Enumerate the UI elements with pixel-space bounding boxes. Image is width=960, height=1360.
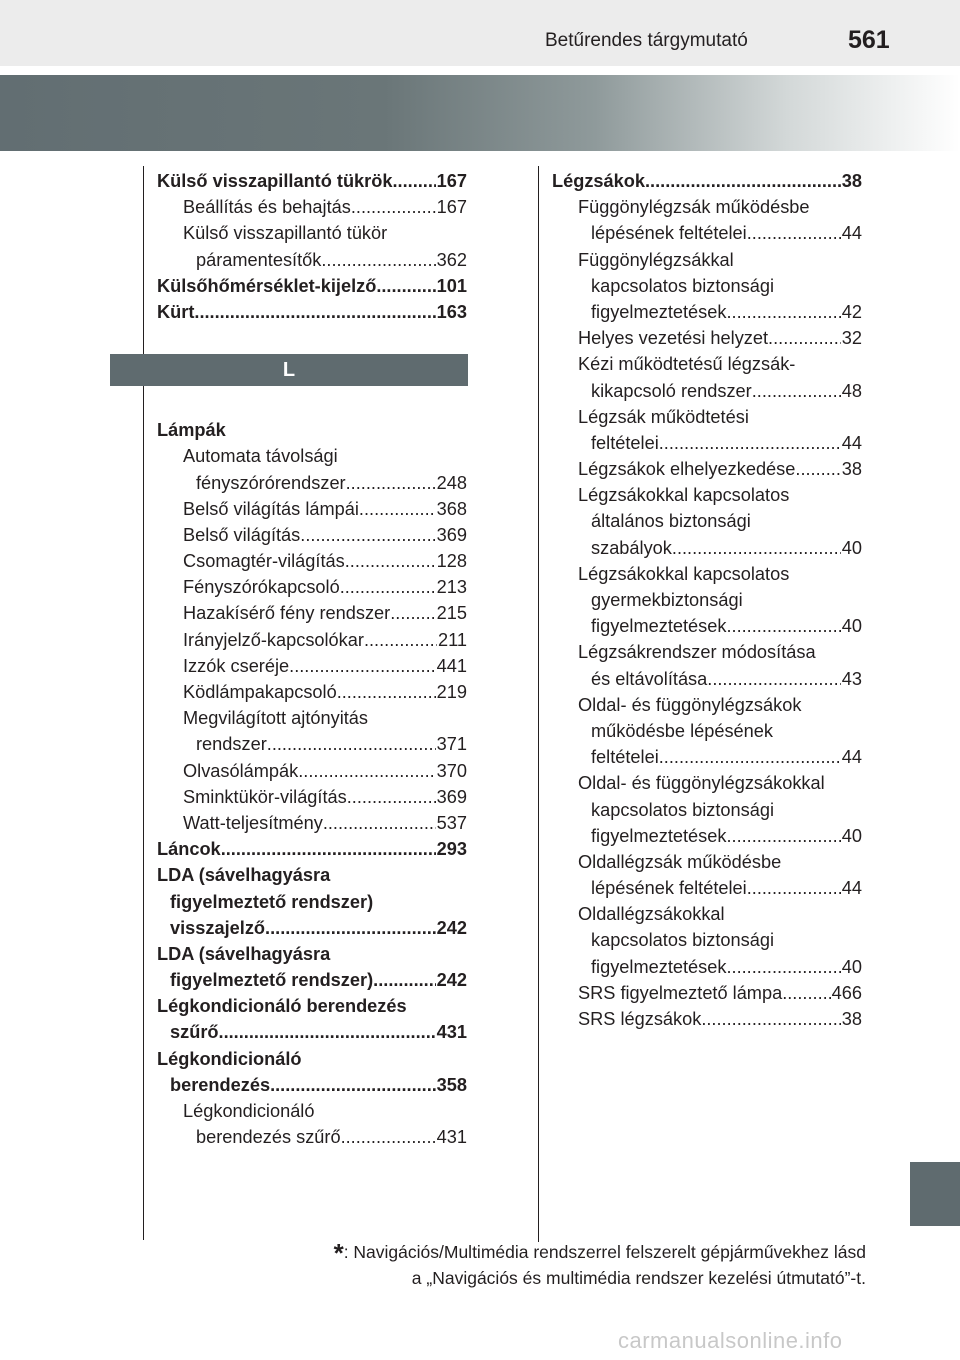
index-entry — [157, 470, 467, 496]
index-entry-page: 293 — [436, 839, 467, 860]
watermark: carmanualsonline.info — [618, 1328, 843, 1353]
leader-dots — [219, 1019, 436, 1045]
index-entry-label: Külső visszapillantó tükrök — [157, 171, 393, 191]
index-entry-label: Megvilágított ajtónyitás — [183, 708, 369, 729]
index-entry-label: Izzók cseréje — [183, 655, 290, 676]
index-entry — [552, 535, 862, 561]
index-entry — [157, 889, 467, 915]
leader-dots — [340, 574, 436, 600]
index-entry-label: Fényszórókapcsoló — [183, 577, 340, 598]
index-entries-legzsak — [552, 168, 862, 1032]
index-entry — [552, 666, 862, 692]
index-entry — [157, 1046, 467, 1072]
leader-dots — [321, 247, 435, 273]
index-entry-label: berendezés szűrő — [196, 1127, 341, 1148]
index-entry-page: 441 — [436, 655, 467, 676]
index-entry — [552, 849, 862, 875]
index-entry-label: lépésének feltételei — [591, 878, 747, 899]
index-entry-page: 431 — [436, 1022, 467, 1043]
index-entry — [157, 220, 467, 246]
index-entry-label: figyelmeztetések — [591, 956, 727, 977]
index-entry-label: Légzsákokkal kapcsolatos — [578, 485, 790, 506]
index-entry-label: kapcsolatos biztonsági — [591, 275, 774, 296]
index-entry-label: figyelmeztető rendszer) — [170, 970, 374, 991]
index-entry-label: Külső visszapillantó tükör — [183, 223, 388, 244]
index-entry — [552, 325, 862, 351]
index-entry-page: 44 — [841, 747, 862, 768]
leader-dots — [194, 299, 435, 325]
index-entry-page: 40 — [841, 825, 862, 846]
column-divider — [538, 166, 539, 1242]
index-entries-k — [157, 168, 467, 325]
leader-dots — [726, 299, 840, 325]
index-entry — [552, 378, 862, 404]
leader-dots — [265, 915, 436, 941]
index-entry — [157, 496, 467, 522]
index-entry-label: Beállítás és behajtás — [183, 197, 351, 218]
index-entry-label: Ködlámpakapcsoló — [183, 682, 337, 702]
footnote-star: * — [333, 1238, 344, 1268]
index-entry-label: Légzsákrendszer módosítása — [578, 642, 816, 663]
index-entry — [157, 784, 467, 810]
index-entry-label: Oldallégzsák működésbe — [578, 851, 782, 872]
index-entry-page: 219 — [436, 682, 467, 702]
index-entry — [157, 836, 467, 862]
index-entry-page: 40 — [841, 537, 862, 558]
index-entry-page: 248 — [436, 472, 467, 493]
index-entry-label: Belső világítás — [183, 524, 301, 545]
index-entry-page: 167 — [436, 171, 467, 191]
index-entry-label: Kürt — [157, 301, 195, 322]
index-entry — [157, 1072, 467, 1098]
index-entry — [157, 679, 467, 705]
index-entry — [157, 731, 467, 757]
index-entry-label: figyelmeztetések — [591, 301, 727, 322]
index-entry — [552, 404, 862, 430]
index-entry-label: SRS légzsákok — [578, 1009, 702, 1029]
index-entry-label: gyermekbiztonsági — [591, 590, 743, 610]
index-entry-label: működésbe lépésének — [591, 720, 773, 741]
index-entry — [157, 1098, 467, 1124]
index-entry — [157, 705, 467, 731]
index-entry-label: Oldal- és függönylégzsákok — [578, 694, 802, 715]
index-entry-page: 371 — [436, 734, 467, 755]
leader-dots — [747, 875, 841, 901]
page-header-bar — [0, 0, 960, 66]
index-entry — [552, 980, 862, 1006]
leader-dots — [392, 168, 435, 194]
index-entry-label: szabályok — [591, 537, 672, 558]
index-entry — [552, 273, 862, 299]
leader-dots — [726, 613, 840, 639]
index-entry — [552, 482, 862, 508]
leader-dots — [707, 666, 841, 692]
index-entry — [552, 561, 862, 587]
index-entry — [157, 194, 467, 220]
index-entry-label: figyelmeztetések — [591, 825, 727, 846]
index-entry-label: Oldallégzsákokkal — [578, 904, 725, 925]
index-entry — [552, 1006, 862, 1032]
index-entry — [157, 600, 467, 626]
index-entry-label: figyelmeztetések — [591, 616, 727, 637]
index-entry-page: 32 — [841, 328, 862, 349]
index-entry-page: 369 — [436, 524, 467, 545]
leader-dots — [221, 836, 436, 862]
index-entry-label: és eltávolítása — [591, 668, 708, 689]
index-entry-label: Légzsák működtetési — [578, 406, 749, 427]
index-entry — [157, 443, 467, 469]
leader-dots — [289, 653, 436, 679]
footnote-text-1: : Navigációs/Multimédia rendszerrel felszerelt gépjárművekhez lásd — [343, 1242, 866, 1262]
index-entry-label: Függönylégzsák működésbe — [578, 197, 810, 218]
index-entry — [552, 639, 862, 665]
index-entry — [552, 718, 862, 744]
index-entry — [552, 299, 862, 325]
index-entry-label: Légzsákokkal kapcsolatos — [578, 563, 790, 584]
index-entry-page: 163 — [436, 301, 467, 322]
index-entry — [552, 954, 862, 980]
index-entry-page: 42 — [841, 301, 862, 322]
index-entry-page: 48 — [841, 380, 862, 401]
index-entry — [552, 901, 862, 927]
leader-dots — [659, 744, 841, 770]
index-column-right — [552, 168, 862, 1032]
index-entry-label: Légkondicionáló berendezés — [157, 996, 407, 1017]
index-entry — [552, 744, 862, 770]
index-entry-page: 38 — [841, 171, 862, 191]
index-entry-page: 167 — [436, 197, 467, 218]
index-entry-label: fényszórórendszer — [196, 472, 346, 493]
index-entry — [552, 430, 862, 456]
index-entry — [157, 758, 467, 784]
index-entry-label: Csomagtér-világítás — [183, 551, 345, 572]
index-entry-label: LDA (sávelhagyásra — [157, 943, 331, 964]
index-entry-page: 128 — [436, 551, 467, 572]
index-entry — [552, 351, 862, 377]
leader-dots — [782, 980, 830, 1006]
index-entry-page: 369 — [436, 786, 467, 807]
index-entry-label: kapcsolatos biztonsági — [591, 930, 774, 951]
index-entry — [552, 587, 862, 613]
index-entry-page: 44 — [841, 432, 862, 453]
index-entry-page: 215 — [436, 603, 467, 624]
index-entry — [552, 456, 862, 482]
index-entry-page: 370 — [436, 760, 467, 781]
index-entry — [157, 653, 467, 679]
leader-dots — [701, 1006, 840, 1032]
index-entry-page: 368 — [436, 498, 467, 519]
leader-dots — [341, 1124, 436, 1150]
index-entry — [552, 508, 862, 534]
leader-dots — [747, 220, 841, 246]
leader-dots — [768, 325, 841, 351]
leader-dots — [270, 1072, 436, 1098]
index-entry-label: Automata távolsági — [183, 446, 338, 467]
footnote-line-2: a „Navigációs és multimédia rendszer kezelési útmutató”-t. — [411, 1268, 866, 1288]
index-entry-label: Külsőhőmérséklet-kijelző — [157, 275, 377, 296]
index-entry-page: 431 — [436, 1127, 467, 1148]
index-entry — [157, 522, 467, 548]
index-entry — [552, 875, 862, 901]
index-entry-label: visszajelző — [170, 917, 266, 938]
leader-dots — [390, 600, 435, 626]
index-entry-label: Kézi működtetésű légzsák- — [578, 354, 796, 375]
index-entry-label: feltételei — [591, 747, 659, 768]
index-entry — [157, 941, 467, 967]
index-entry — [157, 247, 467, 273]
leader-dots — [376, 273, 435, 299]
index-entry-page: 537 — [436, 812, 467, 833]
index-entry-page: 101 — [436, 275, 467, 296]
index-entry-label: kapcsolatos biztonsági — [591, 799, 774, 820]
index-entry-page: 38 — [841, 459, 862, 480]
leader-dots — [347, 784, 436, 810]
index-entry — [552, 927, 862, 953]
index-entry-label: Légzsákok — [552, 171, 645, 191]
leader-dots — [364, 627, 437, 653]
index-entry — [157, 417, 467, 443]
index-entry-page: 466 — [831, 982, 862, 1003]
leader-dots — [373, 967, 435, 993]
index-entry-label: Watt-teljesítmény — [183, 812, 323, 833]
index-column-left — [157, 168, 467, 1150]
leader-dots — [346, 470, 436, 496]
index-entry — [157, 810, 467, 836]
footnote-line-1 — [250, 1240, 866, 1266]
index-entry-label: kikapcsoló rendszer — [591, 380, 752, 401]
leader-dots — [345, 548, 436, 574]
index-entry-page: 358 — [436, 1074, 467, 1095]
index-entry-page: 211 — [438, 629, 467, 650]
leader-dots — [300, 522, 435, 548]
index-entry-label: Láncok — [157, 839, 221, 860]
index-entry — [552, 168, 862, 194]
index-entry-label: szűrő — [170, 1022, 219, 1043]
index-entry — [157, 1019, 467, 1045]
index-entries-l — [157, 417, 467, 1150]
leader-dots — [298, 758, 435, 784]
leader-dots — [337, 679, 436, 705]
index-entry — [157, 299, 467, 325]
leader-dots — [645, 168, 841, 194]
index-entry — [552, 823, 862, 849]
index-entry-page: 38 — [841, 1009, 862, 1029]
leader-dots — [351, 194, 436, 220]
footnote — [250, 1240, 866, 1291]
index-entry — [157, 548, 467, 574]
index-entry — [552, 247, 862, 273]
index-entry-label: Légkondicionáló — [183, 1101, 315, 1121]
index-entry — [157, 574, 467, 600]
index-entry-label: Olvasólámpák — [183, 760, 299, 781]
index-entry-label: Irányjelző-kapcsolókar — [183, 629, 364, 650]
index-entry — [157, 915, 467, 941]
leader-dots — [795, 456, 840, 482]
index-entry-label: általános biztonsági — [591, 511, 751, 532]
decorative-banner — [0, 75, 960, 151]
index-entry-label: Függönylégzsákkal — [578, 249, 734, 270]
leader-dots — [752, 378, 841, 404]
index-entry-page: 43 — [841, 668, 862, 689]
index-entry — [157, 273, 467, 299]
section-letter-header: L — [110, 354, 468, 386]
index-entry-label: figyelmeztető rendszer) — [170, 891, 374, 912]
index-entry — [552, 220, 862, 246]
index-entry — [157, 862, 467, 888]
index-entry-label: feltételei — [591, 432, 659, 453]
index-entry-page: 44 — [841, 223, 862, 244]
index-entry-label: rendszer — [196, 734, 267, 755]
index-entry-page: 242 — [436, 917, 467, 938]
index-entry-page: 362 — [436, 249, 467, 270]
index-entry-page: 40 — [841, 956, 862, 977]
left-margin-rule — [143, 340, 144, 1240]
leader-dots — [359, 496, 436, 522]
index-entry — [157, 1124, 467, 1150]
index-entry-label: SRS figyelmeztető lámpa — [578, 982, 783, 1003]
leader-dots — [672, 535, 841, 561]
index-entry-page: 242 — [436, 970, 467, 991]
index-entry-page: 40 — [841, 616, 862, 637]
index-entry — [552, 797, 862, 823]
index-entry-label: Légzsákok elhelyezkedése — [578, 459, 796, 480]
index-entry-label: Hazakísérő fény rendszer — [183, 603, 391, 624]
thumb-index-tab — [910, 1162, 960, 1226]
index-entry-page: 44 — [841, 878, 862, 899]
index-entry — [552, 613, 862, 639]
index-entry — [552, 194, 862, 220]
index-entry-label: Oldal- és függönylégzsákokkal — [578, 773, 825, 794]
index-entry — [157, 993, 467, 1019]
index-entry-label: Belső világítás lámpái — [183, 498, 359, 519]
index-entry — [552, 692, 862, 718]
index-entry-label: Lámpák — [157, 420, 226, 441]
index-entry-label: páramentesítők — [196, 249, 322, 270]
index-entry-label: Helyes vezetési helyzet — [578, 328, 769, 349]
index-entry-page: 213 — [436, 577, 467, 598]
index-entry-label: Sminktükör-világítás — [183, 786, 347, 807]
leader-dots — [726, 954, 840, 980]
leader-dots — [659, 430, 841, 456]
index-entry — [552, 770, 862, 796]
section-title: Betűrendes tárgymutató — [545, 30, 748, 51]
leader-dots — [726, 823, 840, 849]
page-number: 561 — [848, 26, 890, 54]
index-entry-label: Légkondicionáló — [157, 1048, 302, 1069]
index-entry-label: berendezés — [170, 1074, 271, 1095]
index-entry — [157, 627, 467, 653]
index-entry — [157, 967, 467, 993]
index-entry-label: LDA (sávelhagyásra — [157, 865, 331, 886]
index-entry-label: lépésének feltételei — [591, 223, 747, 244]
index-entry — [157, 168, 467, 194]
left-margin-rule-top — [143, 166, 144, 341]
leader-dots — [323, 810, 436, 836]
leader-dots — [267, 731, 436, 757]
